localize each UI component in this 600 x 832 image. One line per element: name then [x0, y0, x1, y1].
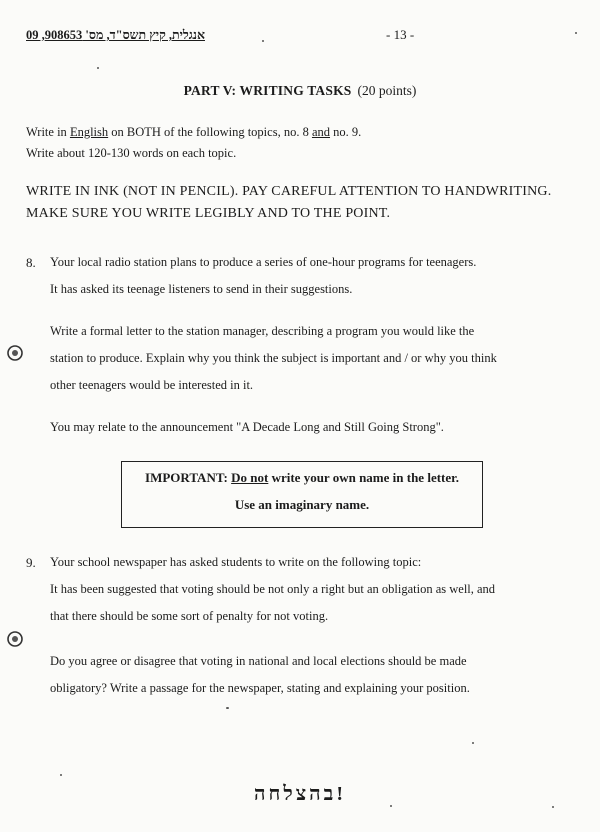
do-not-emphasis: Do not — [231, 470, 269, 485]
section-title-text: PART V: WRITING TASKS — [183, 83, 352, 98]
task-8-line: other teenagers would be interested in it. — [50, 378, 254, 392]
scan-speck — [552, 806, 554, 808]
task-8-line: Your local radio station plans to produce a series of one-hour programs for teenagers. — [50, 255, 477, 269]
scan-speck — [472, 742, 474, 744]
important-label: IMPORTANT: — [145, 470, 228, 485]
instruction-text: on BOTH of the following topics, no. 8 — [108, 125, 312, 139]
task-8-line: Write a formal letter to the station manager, describing a program you would like the — [50, 324, 475, 338]
english-emphasis: English — [69, 125, 109, 139]
task-8-number: 8. — [26, 255, 36, 270]
important-line-1 — [121, 470, 483, 486]
important-line-2: Use an imaginary name. — [234, 497, 370, 512]
scan-speck — [262, 40, 264, 42]
important-text: write your own name in the letter. — [268, 470, 459, 485]
task-8-line: You may relate to the announcement "A Decade Long and Still Going Strong". — [50, 420, 444, 434]
instruction-text: no. 9. — [330, 125, 362, 139]
task-9-number: 9. — [26, 555, 36, 570]
good-luck-footer: !בהצלחה — [254, 783, 346, 805]
instruction-line-2: Write about 120-130 words on each topic. — [26, 146, 237, 160]
section-title — [0, 83, 600, 99]
task-9-line: that there should be some sort of penalty for not voting. — [50, 609, 329, 623]
and-emphasis: and — [311, 125, 331, 139]
task-9-line: Do you agree or disagree that voting in national and local elections should be made — [50, 654, 467, 668]
scan-speck — [390, 805, 392, 807]
instruction-line-1 — [26, 125, 361, 140]
exam-reference: אנגלית, קיץ תשס"ד, מס' 908653, 09 — [26, 28, 205, 42]
scan-speck — [226, 707, 229, 709]
punch-hole-icon — [4, 342, 26, 364]
task-9-line: It has been suggested that voting should be not only a right but an obligation as well, and — [50, 582, 496, 596]
scan-speck — [575, 32, 577, 34]
scan-speck — [97, 67, 99, 69]
task-9-line: Your school newspaper has asked students to write on the following topic: — [50, 555, 422, 569]
page-number: - 13 - — [386, 27, 415, 42]
scan-speck — [60, 774, 62, 776]
task-8-line: station to produce. Explain why you think the subject is important and / or why you think — [50, 351, 497, 365]
instruction-text: Write in — [26, 125, 70, 139]
task-8-line: It has asked its teenage listeners to send in their suggestions. — [50, 282, 353, 296]
section-points: (20 points) — [357, 83, 417, 98]
punch-hole-icon — [4, 628, 26, 650]
legibility-warning: MAKE SURE YOU WRITE LEGIBLY AND TO THE POINT. — [26, 206, 391, 221]
task-9-line: obligatory? Write a passage for the newspaper, stating and explaining your position. — [50, 681, 470, 695]
ink-warning: WRITE IN INK (NOT IN PENCIL). PAY CAREFUL ATTENTION TO HANDWRITING. — [26, 184, 552, 199]
